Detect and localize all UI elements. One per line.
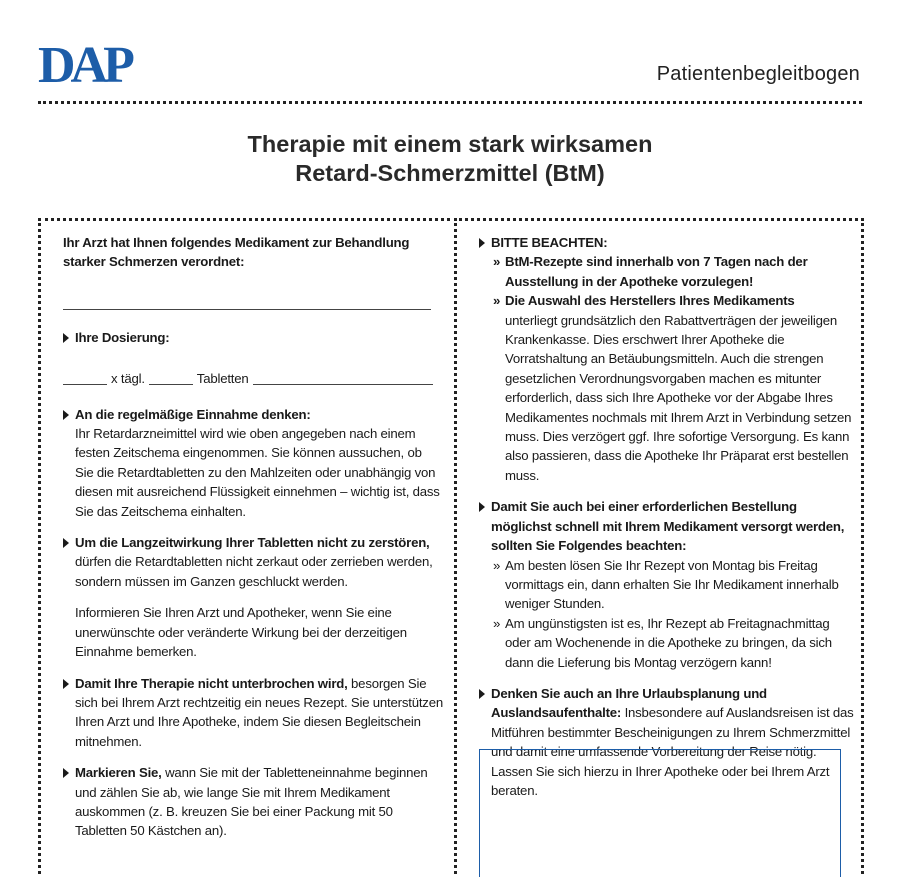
order-item-1 (491, 556, 854, 614)
triangle-bullet-icon (479, 502, 485, 512)
order-item-2-text: Am ungünstigsten ist es, Ihr Rezept ab Freitagnachmittag oder am Wochenende in die Apotheke zu bringen, da sich dann die Lieferung bis Montag verzögern kann! (505, 615, 832, 670)
longterm-section (63, 533, 443, 591)
page-title (0, 130, 900, 188)
left-column (38, 218, 450, 877)
triangle-bullet-icon (479, 689, 485, 699)
times-per-day-label: x tägl. (111, 371, 145, 387)
intake-text: Ihr Retardarzneimittel wird wie oben angegeben nach einem festen Zeitschema eingenommen. Sie können aussuchen, ob Sie die Retardtabletten zu den Mahlzeiten oder unabhängig von diesen mit ausreichend Flüssigkeit einnehmen – wichtig ist, dass Sie das Zeitschema einhalten. (75, 426, 440, 519)
order-heading: Damit Sie auch bei einer erforderlichen Bestellung möglichst schnell mit Ihrem Medikament versorgt werden, sollten Sie Folgendes beachten: (491, 499, 845, 554)
triangle-bullet-icon (479, 238, 485, 248)
note-item-2 (491, 291, 854, 485)
dap-logo (38, 40, 142, 86)
prescription-intro: Ihr Arzt hat Ihnen folgendes Medikament zur Behandlung starker Schmerzen verordnet: (63, 235, 410, 270)
travel-text: Insbesondere auf Auslandsreisen ist das Mitführen bestimmter Bescheinigungen zu Ihrem Schmerzmittel und damit eine umfassende Vorbereitung der Reise nötig. Lassen Sie sich hierzu in Ihrer Apotheke oder bei Ihrem Arzt beraten. (491, 705, 854, 798)
title-line-2: Retard-Schmerzmittel (BtM) (295, 160, 605, 186)
inform-text: Informieren Sie Ihren Arzt und Apotheker, wenn Sie eine unerwünschte oder veränderte Wirkung bei der derzeitigen Einnahme bemerken. (75, 605, 407, 660)
order-item-2 (491, 614, 854, 672)
medication-name-blank[interactable] (63, 309, 431, 310)
mark-text: wann Sie mit der Tabletteneinnahme beginnen und zählen Sie ab, wie lange Sie mit Ihrem Medikament auskommen (z. B. kreuzen Sie bei einer Packung mit 50 Tabletten 50 Kästchen an). (75, 765, 428, 839)
tablet-name-blank[interactable] (253, 384, 433, 385)
double-chevron-icon: » (493, 293, 501, 309)
tablet-count-blank[interactable] (149, 384, 193, 385)
longterm-text: dürfen die Retardtabletten nicht zerkaut oder zerrieben werden, sondern müssen im Ganzen geschluckt werden. (75, 554, 433, 589)
times-per-day-blank[interactable] (63, 384, 107, 385)
triangle-bullet-icon (63, 679, 69, 689)
note-item-2-heading: Die Auswahl des Herstellers Ihres Medikaments (505, 293, 795, 309)
triangle-bullet-icon (63, 333, 69, 343)
note-item-2-text: unterliegt grundsätzlich den Rabattverträgen der jeweiligen Krankenkasse. Dies erschwert Ihrer Apotheke die Vorratshaltung an Betäubungsmitteln. Auch die strengen gesetzlichen Verordnungsvorgaben machen es mitunter erforderlich, dass sich Ihre Apotheke vor der Abgabe Ihres Medikamentes nochmals mit Ihrem Arzt in Verbindung setzen muss. Dies verzögert ggf. Ihre sofortige Versorgung. Es kann also passieren, dass die Apotheke Ihr Präparat erst bestellen muss. (505, 312, 852, 483)
dap-logo-text: DAP (38, 40, 130, 86)
note-heading: BITTE BEACHTEN: (491, 235, 608, 250)
mark-heading: Markieren Sie, (75, 765, 162, 781)
double-chevron-icon: » (493, 615, 501, 631)
pharmacy-stamp-box[interactable] (479, 749, 841, 877)
therapy-heading: Damit Ihre Therapie nicht unterbrochen wird, (75, 675, 348, 691)
mark-section (63, 763, 443, 841)
longterm-heading: Um die Langzeitwirkung Ihrer Tabletten nicht zu zerstören, (75, 535, 430, 551)
document-type: Patientenbegleitbogen (656, 63, 860, 85)
double-chevron-icon: » (493, 557, 501, 573)
dosage-fill-row (63, 369, 443, 388)
note-item-1-text: BtM-Rezepte sind innerhalb von 7 Tagen nach der Ausstellung in der Apotheke vorzulegen! (505, 254, 808, 289)
travel-heading: Denken Sie auch an Ihre Urlaubsplanung und Auslandsaufenthalte: (491, 685, 767, 721)
dosage-section (63, 328, 443, 347)
double-chevron-icon: » (493, 254, 501, 270)
dosage-heading: Ihre Dosierung: (75, 329, 170, 345)
triangle-bullet-icon (63, 538, 69, 548)
triangle-bullet-icon (63, 768, 69, 778)
note-item-1 (491, 252, 854, 291)
order-item-1-text: Am besten lösen Sie Ihr Rezept von Montag bis Freitag vormittags ein, dann erhalten Sie Ihr Medikament innerhalb weniger Stunden. (505, 557, 839, 612)
right-column (454, 218, 864, 877)
title-line-1: Therapie mit einem stark wirksamen (247, 131, 653, 157)
therapy-text: besorgen Sie sich bei Ihrem Arzt rechtzeitig ein neues Rezept. Sie unterstützen Ihren Arzt und Ihre Apotheke, indem Sie diesen Begleitschein mitnehmen. (75, 675, 443, 749)
intake-section (63, 405, 443, 521)
tablets-label: Tabletten (196, 371, 249, 387)
note-section (479, 233, 854, 485)
therapy-section (63, 674, 443, 752)
header-divider (38, 101, 862, 104)
triangle-bullet-icon (63, 410, 69, 420)
intake-heading: An die regelmäßige Einnahme denken: (75, 406, 311, 422)
order-section (479, 497, 854, 672)
